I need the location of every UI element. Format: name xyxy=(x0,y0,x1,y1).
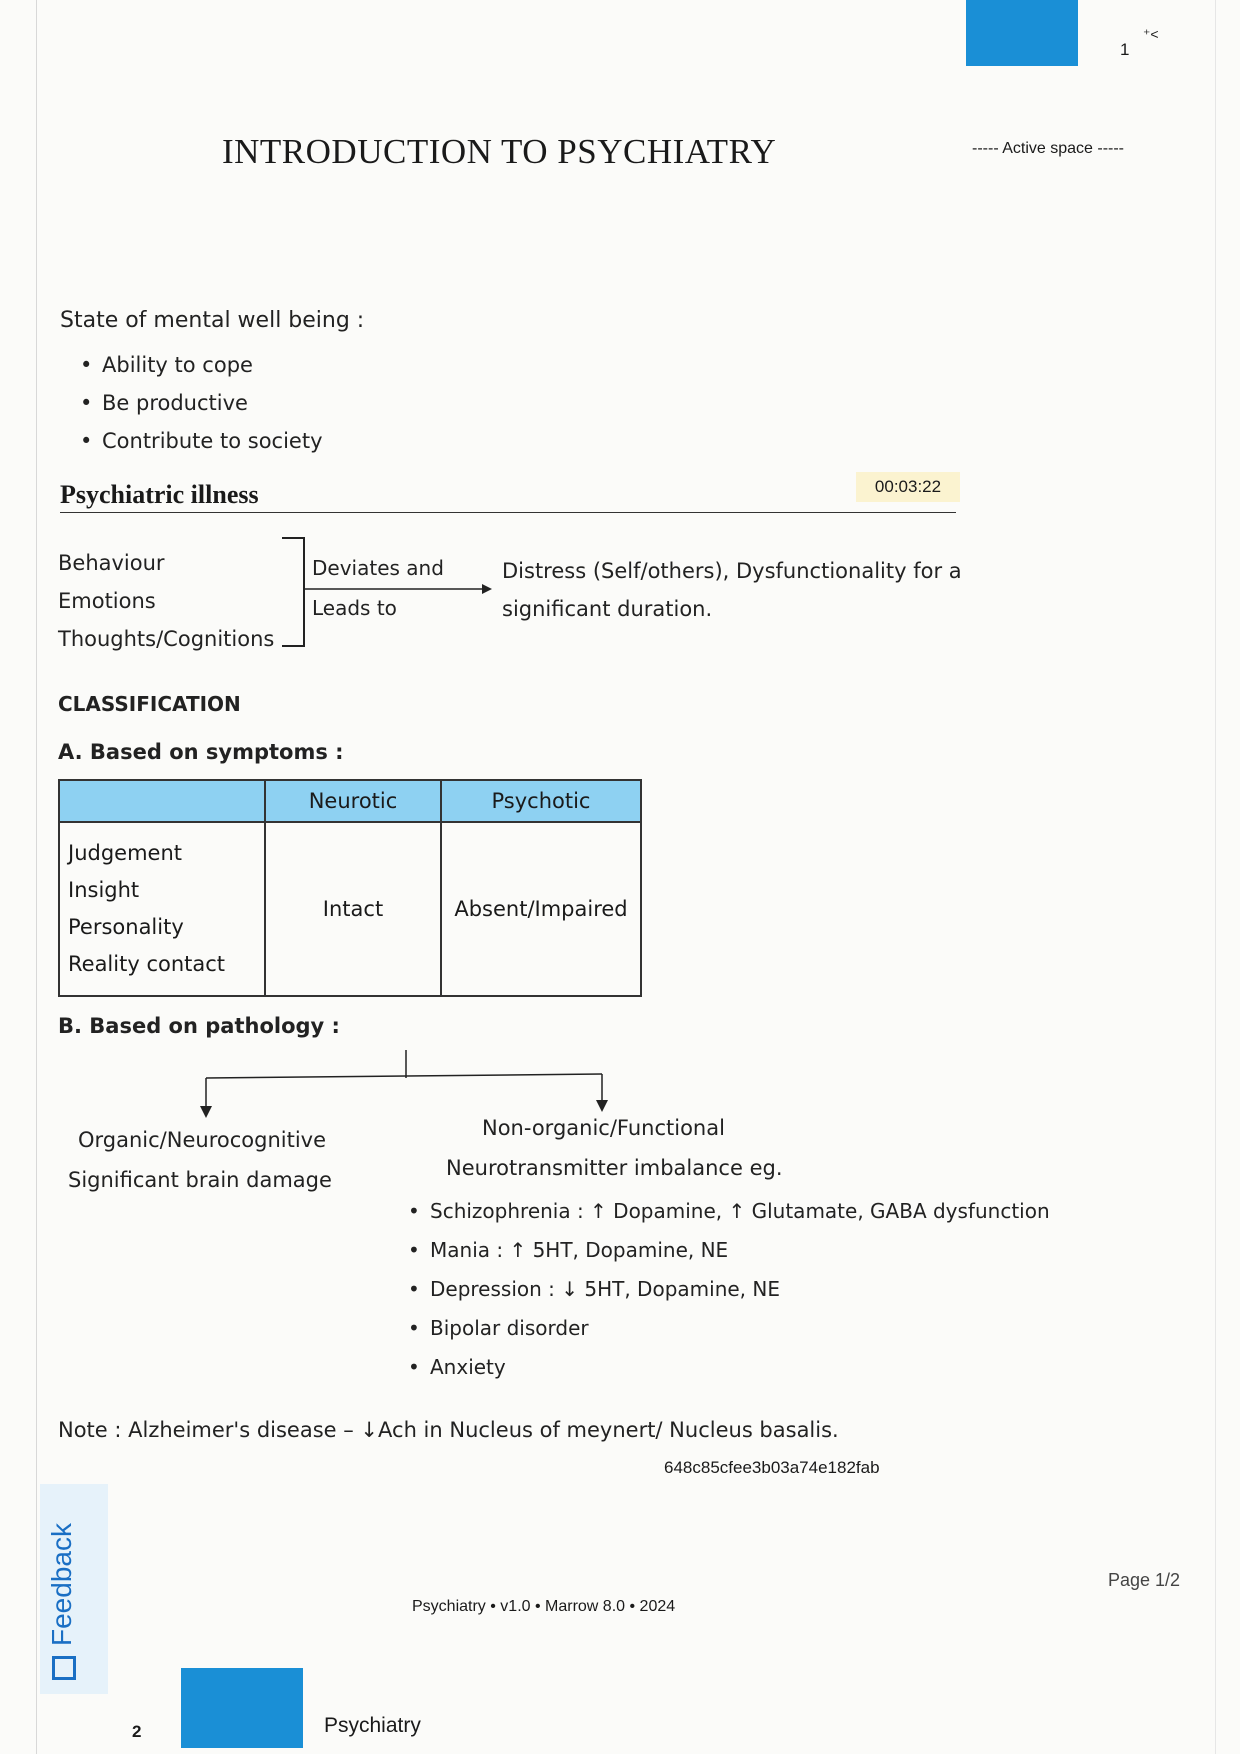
nonorganic-desc: Neurotransmitter imbalance eg. xyxy=(446,1156,783,1180)
illness-domains xyxy=(58,544,274,658)
wellbeing-list xyxy=(80,346,323,460)
page-edge-right xyxy=(1215,0,1216,1754)
outcome-line: Distress (Self/others), Dysfunctionality for a xyxy=(502,559,962,583)
bracket-arrow-icon xyxy=(270,534,500,650)
feedback-label: Feedback xyxy=(46,1523,77,1646)
active-space-label: ----- Active space ----- xyxy=(972,140,1124,157)
organic-desc: Significant brain damage xyxy=(68,1168,332,1192)
table-header-psychotic: Psychotic xyxy=(441,780,641,822)
connector-label-bottom: Leads to xyxy=(312,596,397,620)
symptoms-heading: A. Based on symptoms : xyxy=(58,740,344,764)
section-heading: Psychiatric illness xyxy=(60,480,259,509)
list-item: • Ability to cope xyxy=(80,346,323,384)
nonorganic-list xyxy=(408,1192,1050,1387)
domain-item: Thoughts/Cognitions xyxy=(58,627,275,651)
list-item: • Anxiety xyxy=(408,1348,1050,1387)
list-item: • Bipolar disorder xyxy=(408,1309,1050,1348)
pathology-heading: B. Based on pathology : xyxy=(58,1014,340,1038)
connector-label-top: Deviates and xyxy=(312,556,444,580)
organic-title: Organic/Neurocognitive xyxy=(78,1128,327,1152)
table-header-empty xyxy=(59,780,265,822)
footer-subject: Psychiatry xyxy=(324,1714,421,1737)
list-item: • Depression : ↓ 5HT, Dopamine, NE xyxy=(408,1270,1050,1309)
feedback-button[interactable] xyxy=(46,1523,78,1680)
hash-id: 648c85cfee3b03a74e182fab xyxy=(664,1458,880,1477)
outcome-line: significant duration. xyxy=(502,597,713,621)
list-item: • Mania : ↑ 5HT, Dopamine, NE xyxy=(408,1231,1050,1270)
symptoms-table xyxy=(58,779,642,997)
page-title: INTRODUCTION TO PSYCHIATRY xyxy=(222,132,777,171)
table-header-neurotic: Neurotic xyxy=(265,780,441,822)
list-item: • Be productive xyxy=(80,384,323,422)
bottom-blue-tab xyxy=(181,1668,303,1748)
section-divider xyxy=(60,512,956,513)
sparkle-icon: ⁺˂ xyxy=(1143,26,1159,42)
wellbeing-heading: State of mental well being : xyxy=(60,308,365,333)
checkbox-icon xyxy=(52,1656,76,1680)
row-label: Judgement xyxy=(68,841,183,865)
classification-heading: CLASSIFICATION xyxy=(58,692,241,716)
psychotic-cell: Absent/Impaired xyxy=(441,822,641,996)
neurotic-cell: Intact xyxy=(265,822,441,996)
list-item: • Schizophrenia : ↑ Dopamine, ↑ Glutamate, GABA dysfunction xyxy=(408,1192,1050,1231)
domain-item: Emotions xyxy=(58,589,156,613)
top-blue-tab xyxy=(966,0,1078,66)
note-text: Note : Alzheimer's disease – ↓Ach in Nucleus of meynert/ Nucleus basalis. xyxy=(58,1418,839,1442)
row-label: Insight xyxy=(68,878,140,902)
footer-page-number: 2 xyxy=(132,1722,142,1741)
domain-item: Behaviour xyxy=(58,551,165,575)
table-row-labels xyxy=(59,822,265,996)
row-label: Reality contact xyxy=(68,952,226,976)
list-item: • Contribute to society xyxy=(80,422,323,460)
page-indicator: Page 1/2 xyxy=(1108,1570,1181,1590)
row-label: Personality xyxy=(68,915,184,939)
nonorganic-title: Non-organic/Functional xyxy=(482,1116,725,1140)
pathology-tree-arrows-icon xyxy=(190,1050,620,1122)
illness-outcome xyxy=(502,552,962,628)
timestamp-badge: 00:03:22 xyxy=(856,472,960,502)
page-edge-left xyxy=(36,0,37,1754)
corner-page-number: 1 xyxy=(1120,40,1130,59)
version-line: Psychiatry • v1.0 • Marrow 8.0 • 2024 xyxy=(412,1598,676,1615)
